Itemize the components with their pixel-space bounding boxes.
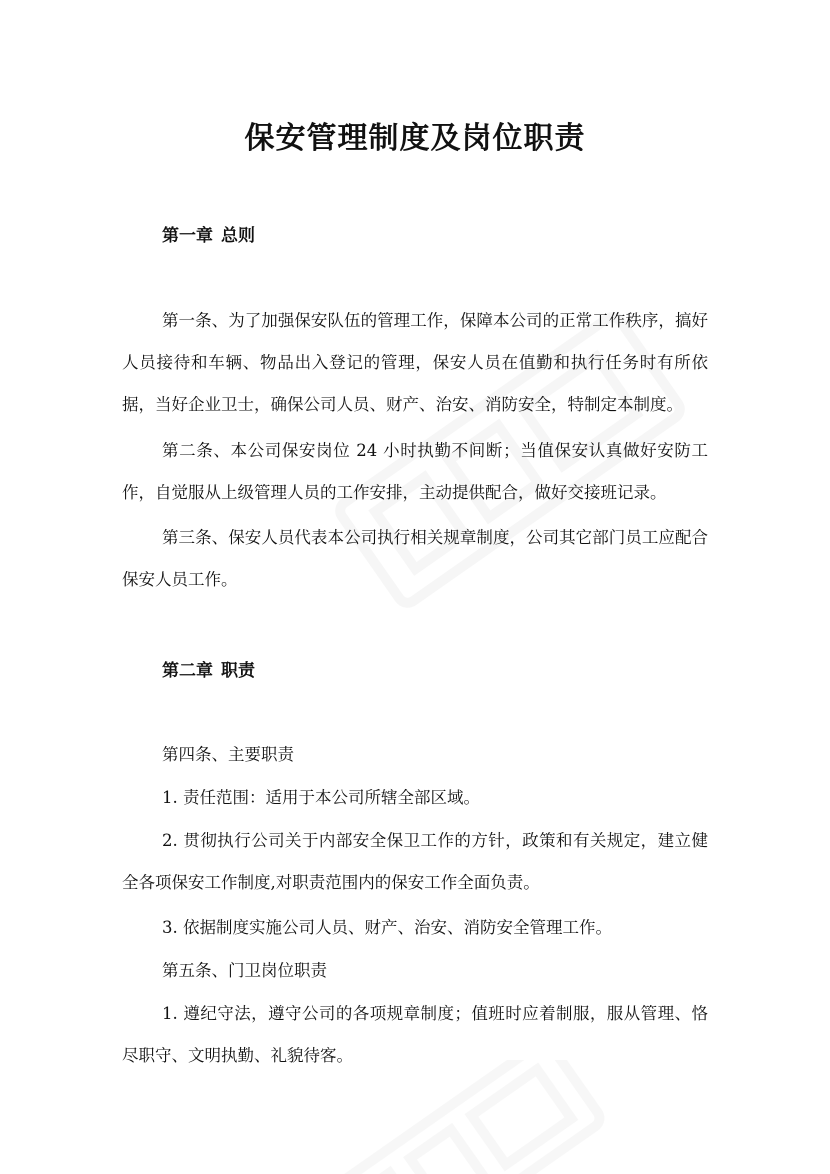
chapter-heading-2 [162,656,255,681]
chapter-label: 第一章 [162,226,213,246]
article-5-item-1: 1. 遵纪守法，遵守公司的各项规章制度；值班时应着制服，服从管理、恪尽职守、文明执勤、礼貌待客。 [122,1004,708,1065]
watermark-graphic-bottom [300,1060,620,1174]
chapter-name: 职责 [221,661,255,681]
article-4-item-2: 2. 贯彻执行公司关于内部安全保卫工作的方针，政策和有关规定，建立健全各项保安工作制度,对职责范围内的保安工作全面负责。 [122,831,708,892]
article-4-item-1: 1. 责任范围：适用于本公司所辖全部区域。 [162,788,480,807]
chapter-heading-1 [162,221,255,246]
article-3: 第三条、保安人员代表本公司执行相关规章制度，公司其它部门员工应配合保安人员工作。 [122,528,708,589]
chapter-label: 第二章 [162,661,213,681]
article-4-item-3: 3. 依据制度实施公司人员、财产、治安、消防安全管理工作。 [162,918,612,937]
article-4-heading: 第四条、主要职责 [162,745,294,764]
article-5-heading: 第五条、门卫岗位职责 [162,961,327,980]
chapter-name: 总则 [221,226,255,246]
article-1: 第一条、为了加强保安队伍的管理工作，保障本公司的正常工作秩序，搞好人员接待和车辆、物品出入登记的管理，保安人员在值勤和执行任务时有所依据，当好企业卫士，确保公司人员、财产、治安、消防安全，特制定本制度。 [122,311,708,414]
article-2: 第二条、本公司保安岗位 24 小时执勤不间断；当值保安认真做好安防工作，自觉服从上级管理人员的工作安排，主动提供配合，做好交接班记录。 [122,441,708,502]
document-title: 保安管理制度及岗位职责 [244,121,586,156]
